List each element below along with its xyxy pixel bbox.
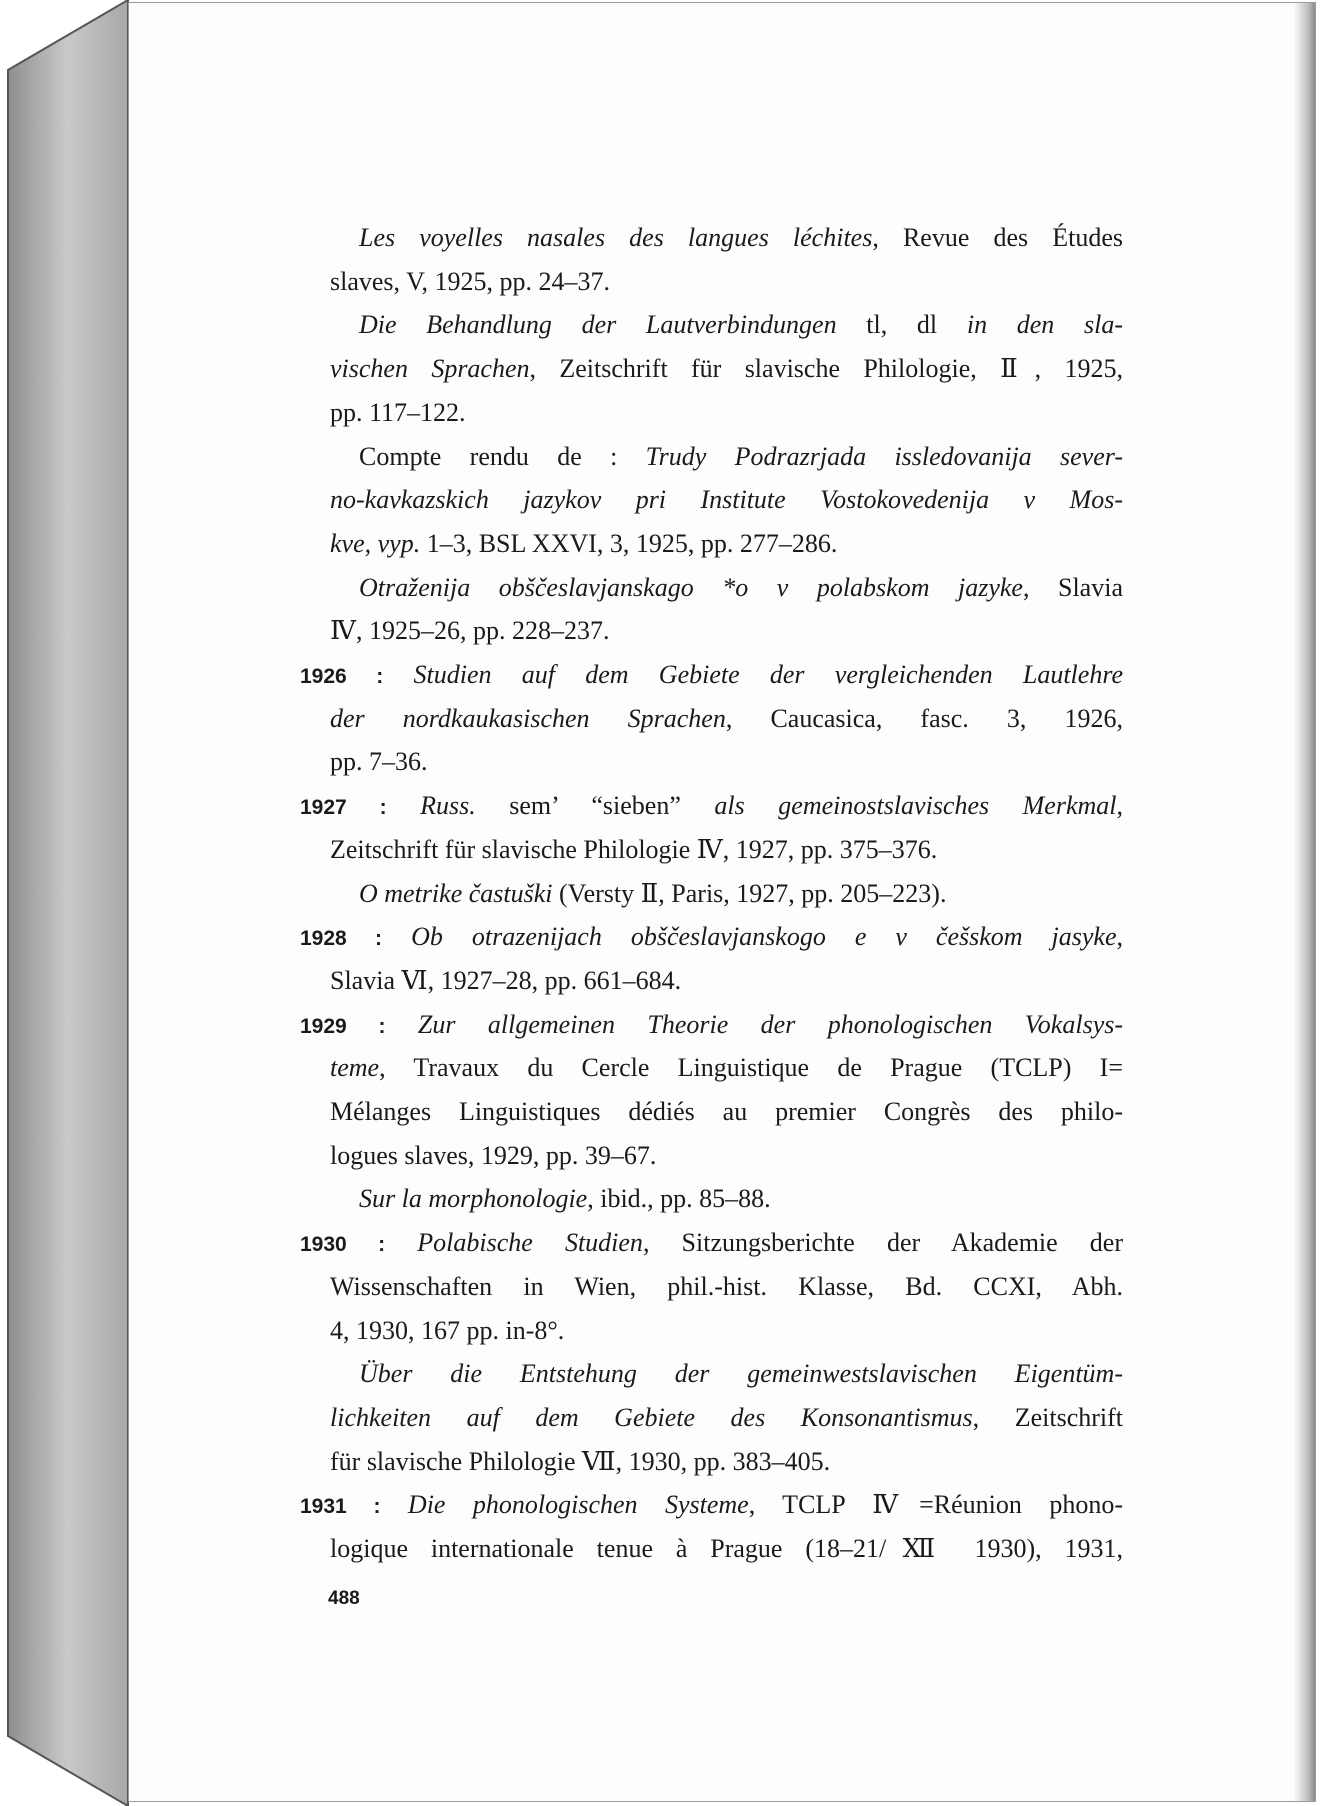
text-segment: , Slavia xyxy=(1022,572,1123,602)
text-segment: Zeitschrift für slavische Philologie Ⅳ, 1927, pp. 375–376. xyxy=(330,834,938,864)
text-line xyxy=(330,828,1123,872)
text-segment: , Caucasica, fasc. 3, 1926, xyxy=(725,703,1123,733)
text-segment: slaves, V, 1925, pp. 24–37. xyxy=(330,266,610,296)
italic-title: als gemeinostslavisches Merkmal xyxy=(714,791,1117,821)
text-line xyxy=(330,1309,1123,1353)
italic-title: Die Behandlung der Lautverbindungen xyxy=(359,310,837,340)
text-line xyxy=(359,1352,1123,1396)
text-line xyxy=(330,959,1123,1003)
text-line xyxy=(330,1046,1123,1090)
text-line xyxy=(330,697,1123,741)
entry-year-line xyxy=(300,1483,1123,1527)
italic-title: Die phonologischen Systeme xyxy=(407,1490,749,1520)
italic-title: in den sla- xyxy=(966,310,1123,340)
entry-year: 1929 : xyxy=(300,1014,386,1038)
italic-title: no-kavkazskich jazykov pri Institute Vostokovedenija v Mos- xyxy=(330,485,1123,515)
text-segment: , ibid., pp. 85–88. xyxy=(587,1184,771,1214)
text-segment: logues slaves, 1929, pp. 39–67. xyxy=(330,1140,657,1170)
entry-year-line xyxy=(300,653,1123,697)
text-line xyxy=(330,1527,1123,1571)
text-line xyxy=(330,609,1123,653)
text-line xyxy=(330,740,1123,784)
text-line xyxy=(330,1265,1123,1309)
italic-title: Zur allgemeinen Theorie der phonologischen Vokalsys- xyxy=(417,1009,1124,1039)
text-segment: Compte rendu de : xyxy=(359,441,646,471)
text-segment: für slavische Philologie Ⅶ, 1930, pp. 383–405. xyxy=(330,1446,831,1476)
text-segment: Slavia Ⅵ, 1927–28, pp. 661–684. xyxy=(330,965,682,995)
entry-year: 1927 : xyxy=(300,796,387,820)
text-line xyxy=(359,216,1123,260)
text-segment: (Versty Ⅱ, Paris, 1927, pp. 205–223). xyxy=(552,878,947,908)
entry-year-line xyxy=(300,915,1123,959)
text-segment: pp. 117–122. xyxy=(330,397,466,427)
text-line xyxy=(359,872,1123,916)
text-segment: , TCLP Ⅳ=Réunion phono- xyxy=(748,1490,1123,1520)
entry-year-line xyxy=(300,1003,1123,1047)
text-segment: 4, 1930, 167 pp. in-8°. xyxy=(330,1315,565,1345)
text-segment: , Zeitschrift xyxy=(972,1402,1123,1432)
text-segment: sem’ “sieben” xyxy=(475,791,715,821)
text-line xyxy=(330,522,1123,566)
text-segment: pp. 7–36. xyxy=(330,747,428,777)
entry-year-line xyxy=(300,784,1123,828)
italic-title: kve, vyp. xyxy=(330,528,421,558)
book-spine xyxy=(0,0,130,1806)
entry-year: 1930 : xyxy=(300,1233,386,1257)
entry-year-line xyxy=(300,1221,1123,1265)
text-line xyxy=(330,1134,1123,1178)
text-line xyxy=(330,260,1123,304)
italic-title: Studien auf dem Gebiete der vergleichenden Lautlehre xyxy=(413,660,1124,689)
entry-year: 1926 : xyxy=(300,665,384,688)
entry-year: 1928 : xyxy=(300,927,383,951)
text-line xyxy=(359,1177,1123,1221)
italic-title: Polabische Studien xyxy=(417,1228,643,1258)
text-segment: Mélanges Linguistiques dédiés au premier Congrès des philo- xyxy=(330,1097,1123,1126)
italic-title: lichkeiten auf dem Gebiete des Konsonantismus xyxy=(330,1402,973,1432)
italic-title: Ob otrazenijach obščeslavjanskogo e v češskom jasyke xyxy=(411,922,1117,952)
text-segment: , xyxy=(1116,922,1124,952)
italic-title: Über die Entstehung der gemeinwestslavischen Eigentüm- xyxy=(359,1359,1123,1389)
text-segment: , xyxy=(1116,791,1124,821)
text-line xyxy=(359,303,1123,347)
text-segment: , Zeitschrift für slavische Philologie, Ⅱ, 1925, xyxy=(529,354,1123,384)
text-line xyxy=(330,391,1123,435)
page-edge-shadow xyxy=(1293,3,1315,1801)
italic-title: teme xyxy=(330,1053,380,1083)
italic-title: Russ. xyxy=(420,791,476,821)
italic-title: O metrike častuški xyxy=(359,878,553,908)
text-segment: 1–3, BSL XXVI, 3, 1925, pp. 277–286. xyxy=(420,528,838,558)
text-line xyxy=(330,1396,1123,1440)
text-segment: , Sitzungsberichte der Akademie der xyxy=(642,1228,1124,1258)
italic-title: Les voyelles nasales des langues léchites xyxy=(359,223,873,252)
text-segment: , Travaux du Cercle Linguistique de Prague (TCLP) I= xyxy=(379,1053,1123,1083)
italic-title: Otraženija obščeslavjanskago *o v polabskom jazyke xyxy=(359,572,1023,602)
text-segment: tl, dl xyxy=(836,310,967,340)
text-segment: logique internationale tenue à Prague (18–21/Ⅻ 1930), 1931, xyxy=(330,1534,1123,1563)
text-line xyxy=(330,478,1123,522)
text-line xyxy=(359,566,1123,610)
entry-year: 1931 : xyxy=(300,1495,381,1519)
italic-title: Sur la morphonologie xyxy=(359,1184,588,1214)
page-number: 488 xyxy=(328,1588,360,1609)
text-segment: , Revue des Études xyxy=(872,223,1124,252)
text-segment: Ⅳ, 1925–26, pp. 228–237. xyxy=(330,616,610,646)
italic-title: der nordkaukasischen Sprachen xyxy=(330,703,726,733)
italic-title: Trudy Podrazrjada issledovanija sever- xyxy=(645,441,1123,471)
text-line xyxy=(330,1440,1123,1484)
text-segment: Wissenschaften in Wien, phil.-hist. Klasse, Bd. CCXI, Abh. xyxy=(330,1271,1123,1301)
italic-title: vischen Sprachen xyxy=(330,354,530,384)
text-line xyxy=(359,435,1123,479)
text-line xyxy=(330,347,1123,391)
text-line xyxy=(330,1090,1123,1134)
